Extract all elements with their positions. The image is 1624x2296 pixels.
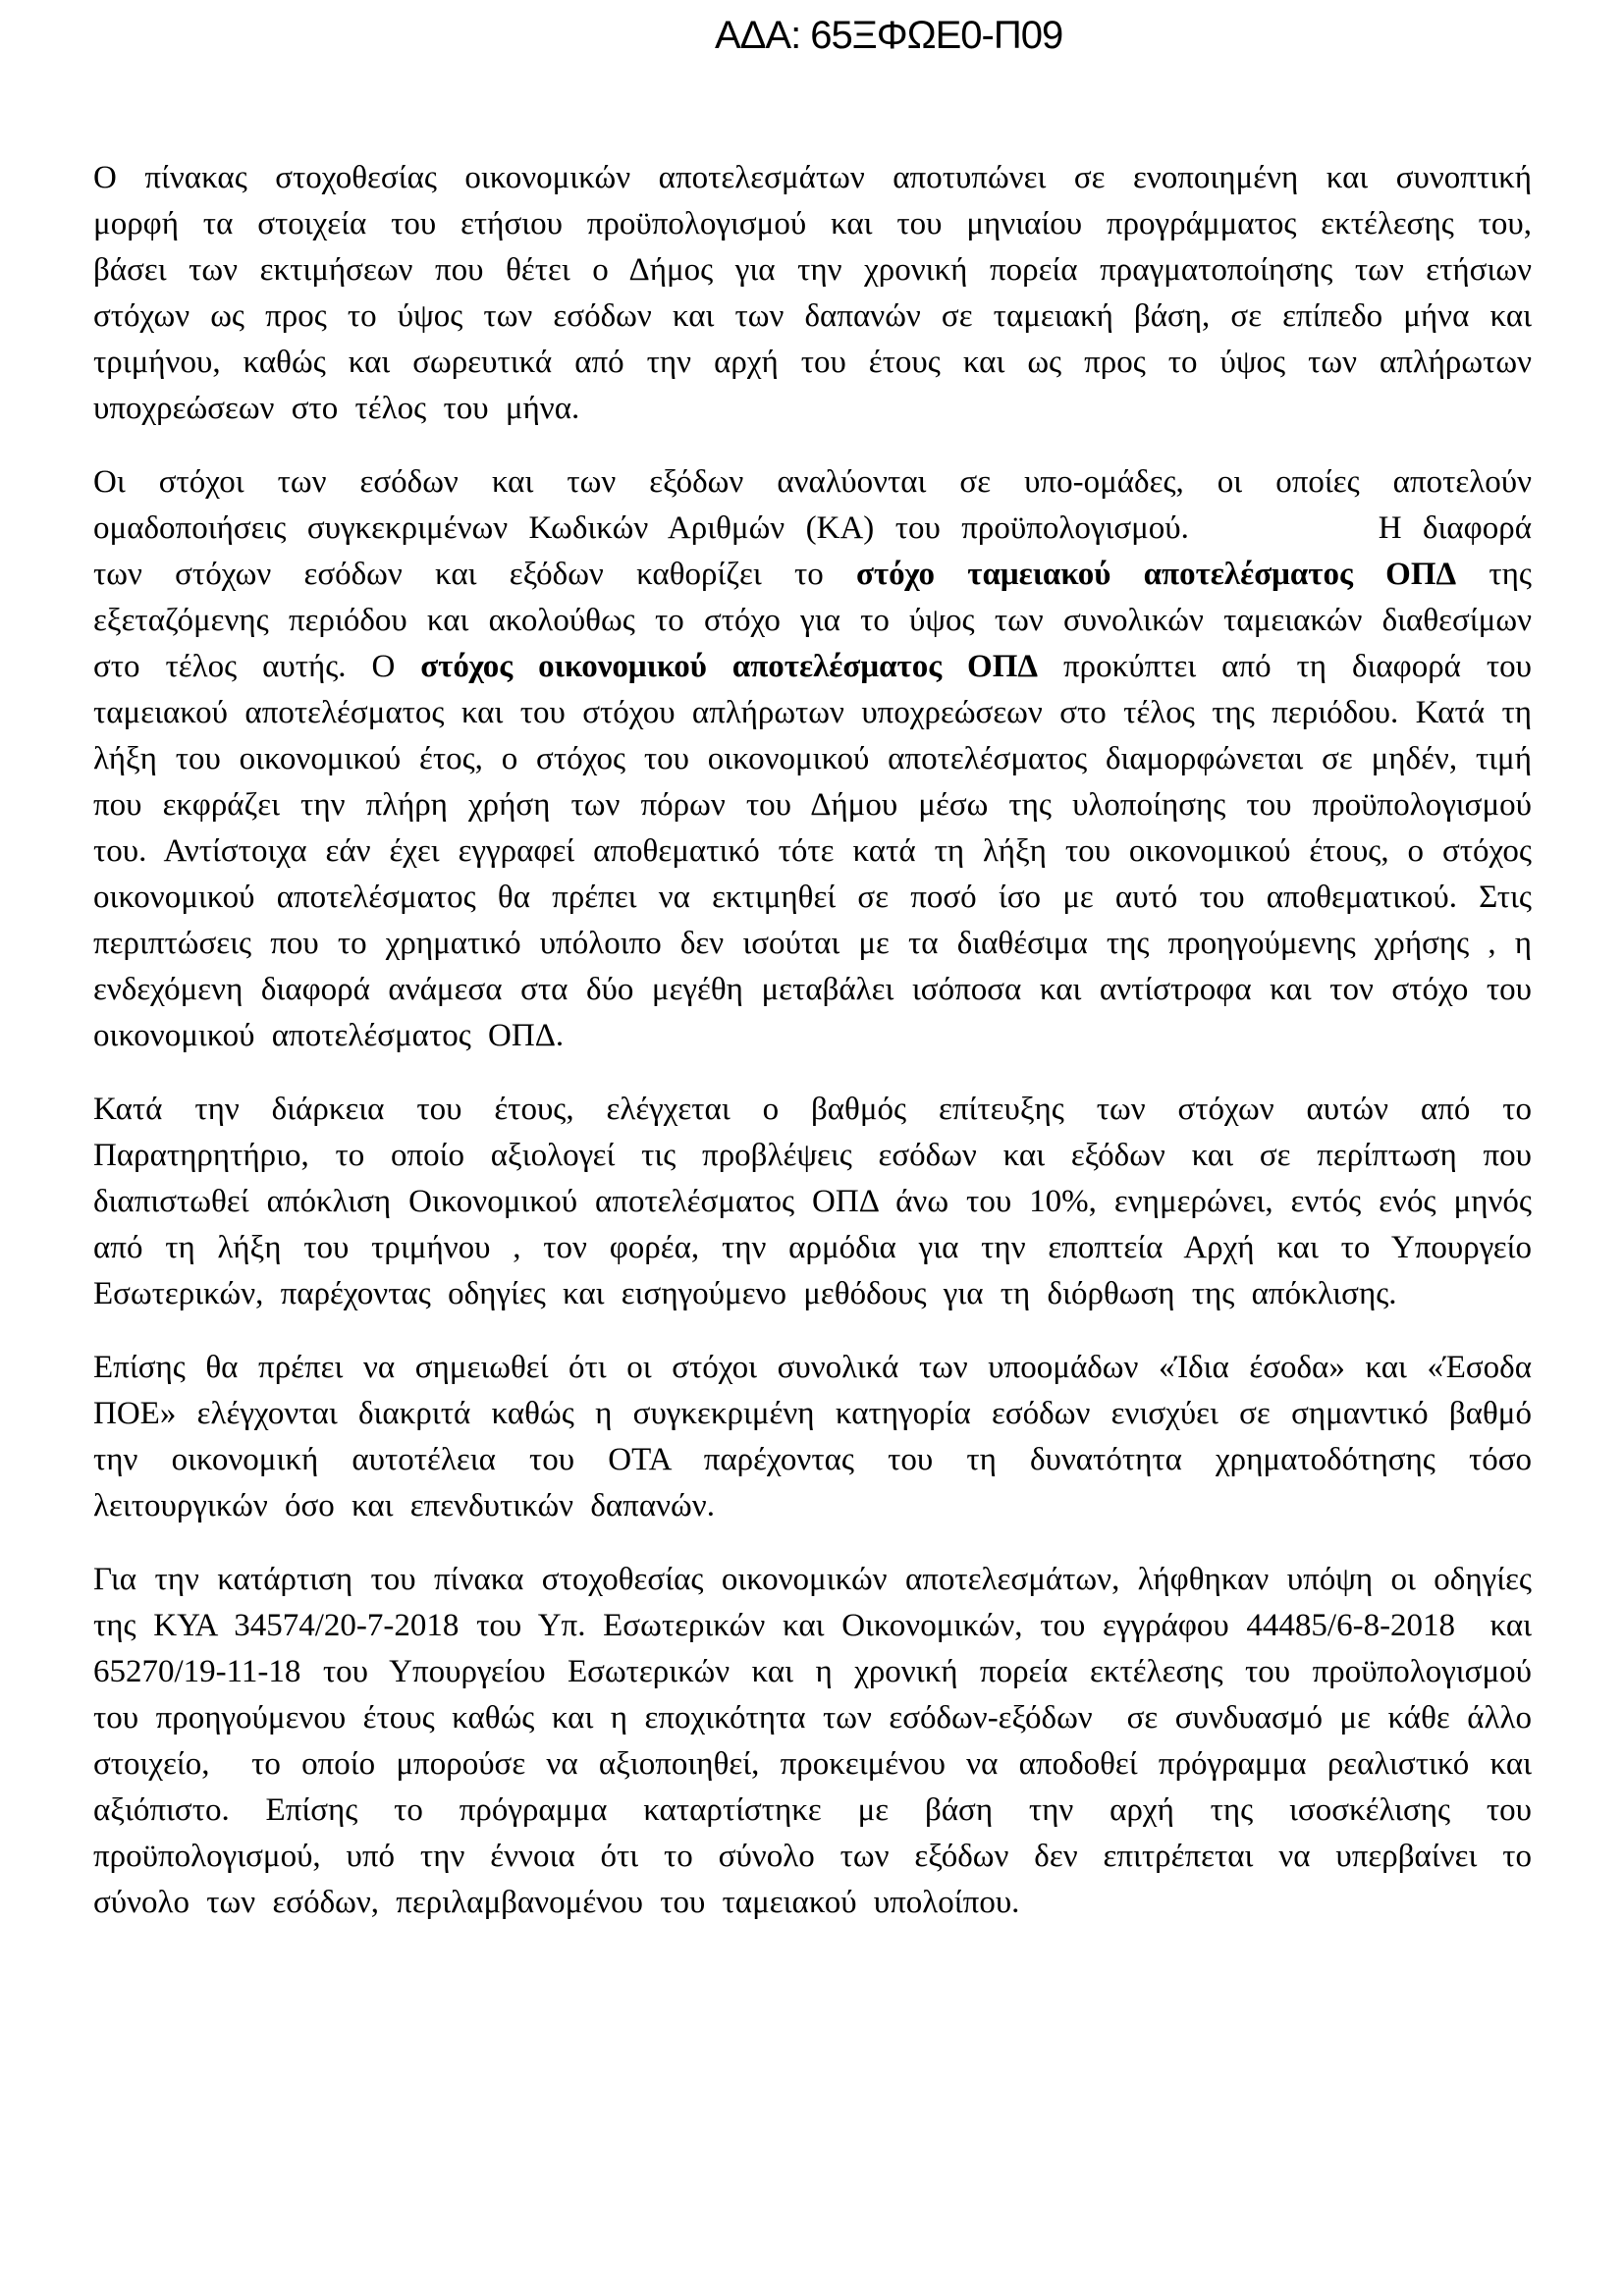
ada-reference: ΑΔΑ: 65ΞΦΩΕ0-Π09	[715, 14, 1063, 57]
paragraph-5: Για την κατάρτιση του πίνακα στοχοθεσίας οικονομικών αποτελεσμάτων, λήφθηκαν υπόψη οι οδηγίες της ΚΥΑ 34574/20-7-2018 του Υπ. Εσωτερικών και Οικονομικών, του εγγράφου 44485/6-8-2018 και 65270/19-11-18 του Υπουργείου Εσωτερικών και η χρονική πορεία εκτέλεσης του προϋπολογισμού του προηγούμενου έτους καθώς και η εποχικότητα των εσόδων-εξόδων σε συνδυασμό με κάθε άλλο στοιχείο, το οποίο μπορούσε να αξιοποιηθεί, προκειμένου να αποδοθεί πρόγραμμα ρεαλιστικό και αξιόπιστο. Επίσης το πρόγραμμα καταρτίστηκε με βάση την αρχή της ισοσκέλισης του προϋπολογισμού, υπό την έννοια ότι το σύνολο των εξόδων δεν επιτρέπεται να υπερβαίνει το σύνολο των εσόδων, περιλαμβανομένου του ταμειακού υπολοίπου.	[93, 1562, 1532, 1920]
paragraph-2-text-b: της εξεταζόμενης περιόδου και ακολούθως το στόχο για το ύψος των συνολικών ταμειακών διαθεσίμων στο τέλος αυτής. Ο	[93, 557, 1532, 684]
paragraph-2	[93, 459, 1532, 1059]
document-body	[93, 155, 1532, 1953]
paragraph-4: Επίσης θα πρέπει να σημειωθεί ότι οι στόχοι συνολικά των υποομάδων «Ίδια έσοδα» και «Έσοδα ΠΟΕ» ελέγχονται διακριτά καθώς η συγκεκριμένη κατηγορία εσόδων ενισχύει σε σημαντικό βαθμό την οικονομική αυτοτέλεια του ΟΤΑ παρέχοντας του τη δυνατότητα χρηματοδότησης τόσο λειτουργικών όσο και επενδυτικών δαπανών.	[93, 1350, 1532, 1523]
paragraph-3: Κατά την διάρκεια του έτους, ελέγχεται ο βαθμός επίτευξης των στόχων αυτών από το Παρατηρητήριο, το οποίο αξιολογεί τις προβλέψεις εσόδων και εξόδων και σε περίπτωση που διαπιστωθεί απόκλιση Οικονομικού αποτελέσματος ΟΠΔ άνω του 10%, ενημερώνει, εντός ενός μηνός από τη λήξη του τριμήνου , τον φορέα, την αρμόδια για την εποπτεία Αρχή και το Υπουργείο Εσωτερικών, παρέχοντας οδηγίες και εισηγούμενο μεθόδους για τη διόρθωση της απόκλισης.	[93, 1092, 1532, 1311]
paragraph-2-text-a: Οι στόχοι των εσόδων και των εξόδων αναλύονται σε υπο-ομάδες, οι οποίες αποτελούν ομαδοποιήσεις συγκεκριμένων Κωδικών Αριθμών (ΚΑ) του προϋπολογισμού. Η διαφορά των στόχων εσόδων και εξόδων καθορίζει το	[93, 464, 1532, 592]
bold-financial-result-target: στόχος οικονομικού αποτελέσματος ΟΠΔ	[420, 649, 1039, 684]
paragraph-2-text-c: προκύπτει από τη διαφορά του ταμειακού αποτελέσματος και του στόχου απλήρωτων υποχρεώσεων στο τέλος της περιόδου. Κατά τη λήξη του οικονομικού έτος, ο στόχος του οικονομικού αποτελέσματος διαμορφώνεται σε μηδέν, τιμή που εκφράζει την πλήρη χρήση των πόρων του Δήμου μέσω της υλοποίησης του προϋπολογισμού του. Αντίστοιχα εάν έχει εγγραφεί αποθεματικό τότε κατά τη λήξη του οικονομικού έτους, ο στόχος οικονομικού αποτελέσματος θα πρέπει να εκτιμηθεί σε ποσό ίσο με αυτό του αποθεματικού. Στις περιπτώσεις που το χρηματικό υπόλοιπο δεν ισούται με τα διαθέσιμα της προηγούμενης χρήσης , η ενδεχόμενη διαφορά ανάμεσα στα δύο μεγέθη μεταβάλει ισόποσα και αντίστροφα και τον στόχο του οικονομικού αποτελέσματος ΟΠΔ.	[93, 649, 1532, 1053]
bold-cash-result-target: στόχο ταμειακού αποτελέσματος ΟΠΔ	[855, 557, 1457, 592]
paragraph-1: Ο πίνακας στοχοθεσίας οικονομικών αποτελεσμάτων αποτυπώνει σε ενοποιημένη και συνοπτική μορφή τα στοιχεία του ετήσιου προϋπολογισμού και του μηνιαίου προγράμματος εκτέλεσης του, βάσει των εκτιμήσεων που θέτει ο Δήμος για την χρονική πορεία πραγματοποίησης των ετήσιων στόχων ως προς το ύψος των εσόδων και των δαπανών σε ταμειακή βάση, σε επίπεδο μήνα και τριμήνου, καθώς και σωρευτικά από την αρχή του έτους και ως προς το ύψος των απλήρωτων υποχρεώσεων στο τέλος του μήνα.	[93, 160, 1532, 426]
